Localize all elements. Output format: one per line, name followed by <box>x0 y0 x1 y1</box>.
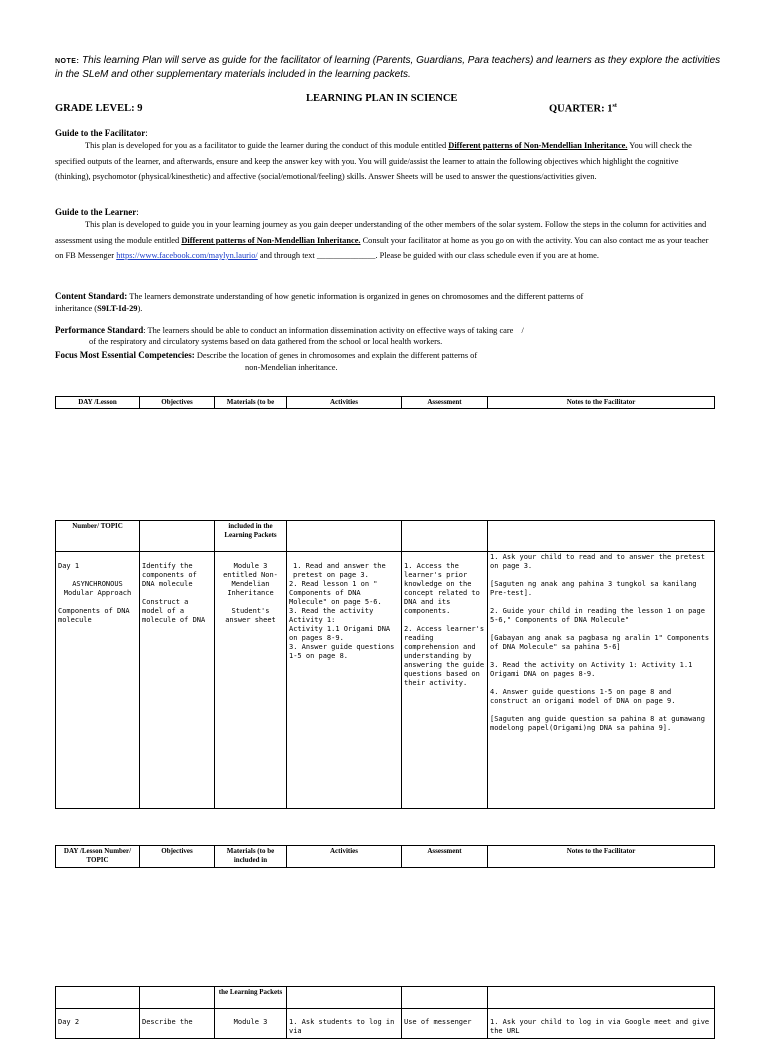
col3-empty-0 <box>56 987 140 1009</box>
guide-facilitator-section <box>55 128 715 185</box>
col-empty-3 <box>287 521 402 552</box>
day2-activities-cell: 1. Ask students to log in via <box>287 1009 402 1039</box>
focus-label: Focus Most Essential Competencies: <box>55 350 195 360</box>
col-number-topic: Number/ TOPIC <box>56 521 140 552</box>
facebook-link[interactable]: https://www.facebook.com/maylyn.laurio/ <box>116 251 258 260</box>
col-empty-4 <box>402 521 488 552</box>
col-objectives: Objectives <box>140 397 215 409</box>
performance-standard: Performance Standard: The learners should be able to conduct an information dissemination activity on effective ways of taking care / of the respiratory and circulatory systems based on data gathered from the school or local health workers. <box>55 325 524 346</box>
day2-materials-cell: Module 3 <box>215 1009 287 1039</box>
col2-day-lesson: DAY /Lesson Number/ TOPIC <box>56 846 140 868</box>
competency-code: S9LT-Id-29 <box>97 304 138 313</box>
page-title: LEARNING PLAN IN SCIENCE <box>306 93 458 104</box>
col-empty-1 <box>140 521 215 552</box>
guide-facilitator-title: Guide to the Facilitator: <box>55 128 148 138</box>
col-activities: Activities <box>287 397 402 409</box>
day1-activities-cell: 1. Read and answer the pretest on page 3. 2. Read lesson 1 on " Components of DNA Molecule" on page 5-6. 3. Read the activity Activity 1: Activity 1.1 Origami DNA on pages 8-9. 3. Answer guide questions 1-5 on page 8. <box>287 552 402 809</box>
focus-competencies: Focus Most Essential Competencies: Describe the location of genes in chromosomes and explain the different patterns of non-Mendelian inheritance. <box>55 350 478 372</box>
col3-empty-4 <box>402 987 488 1009</box>
day1-assessment-cell: 1. Access the learner's prior knowledge on the concept related to DNA and its components. 2. Access learner's reading comprehension and understanding by answering the guide questions based on their activity. <box>402 552 488 809</box>
col-assessment: Assessment <box>402 397 488 409</box>
col3-empty-5 <box>488 987 715 1009</box>
module-title: Different patterns of Non-Mendellian Inheritance. <box>448 141 628 150</box>
quarter-text: QUARTER: 1 <box>549 103 613 115</box>
learning-plan-table-day1 <box>55 520 715 809</box>
learning-plan-table-header-1 <box>55 396 715 409</box>
guide-learner-text: This plan is developed to guide you in your learning journey as you gain deeper understanding of the other members of the solar system. Follow the steps in the column for activities and assessment using the module entitled Different patterns of Non-Mendellian Inheritance. Consult your facilitator at home as you go on with the activity. You can also contact me as your teacher on FB Messenger https://www.facebook.com/maylyn.laurio/ and through text ______________. Please be guided with our class schedule even if you are at home. <box>55 220 709 260</box>
learning-plan-table-header-2 <box>55 845 715 868</box>
grade-level: GRADE LEVEL: 9 <box>55 103 143 114</box>
col3-empty-1 <box>140 987 215 1009</box>
content-standard-label: Content Standard: <box>55 291 128 301</box>
day1-objectives-cell: Identify the components of DNA molecule Construct a model of a molecule of DNA <box>140 552 215 809</box>
col2-materials: Materials (to be included in <box>215 846 287 868</box>
note-paragraph <box>55 54 723 81</box>
guide-facilitator-text: This plan is developed for you as a facilitator to guide the learner during the conduct of this module entitled Different patterns of Non-Mendellian Inheritance. You will check the specified outputs of the learner, and afterwards, ensure and keep the answer key with you. You will guide/assist the learner to attain the following objectives which highlight the cognitive (thinking), psychomotor (physical/kinesthetic) and affective (social/emotional/feeling) skills. Answer Sheets will be used to answer the questions/activities given. <box>55 141 692 181</box>
col-materials: Materials (to be <box>215 397 287 409</box>
col2-activities: Activities <box>287 846 402 868</box>
day2-notes-cell: 1. Ask your child to log in via Google meet and give the URL <box>488 1009 715 1039</box>
col-empty-5 <box>488 521 715 552</box>
col3-materials-cont: the Learning Packets <box>215 987 287 1009</box>
col-day-lesson: DAY /Lesson <box>56 397 140 409</box>
day1-lesson-cell: Day 1 ASYNCHRONOUS Modular Approach Components of DNA molecule <box>56 552 140 809</box>
col2-objectives: Objectives <box>140 846 215 868</box>
col3-empty-3 <box>287 987 402 1009</box>
day2-objectives-cell: Describe the <box>140 1009 215 1039</box>
module-title-2: Different patterns of Non-Mendellian Inheritance. <box>181 235 361 245</box>
col2-assessment: Assessment <box>402 846 488 868</box>
note-label: NOTE: <box>55 58 80 65</box>
note-text: This learning Plan will serve as guide for the facilitator of learning (Parents, Guardians, Para teachers) and learners as they explore the activities in the SLeM and other supplementary materials included in the learning packets. <box>55 55 721 80</box>
day2-lesson-cell: Day 2 <box>56 1009 140 1039</box>
quarter-sup: st <box>612 103 617 109</box>
performance-standard-label: Performance Standard <box>55 325 144 335</box>
day1-notes-cell: 1. Ask your child to read and to answer the pretest on page 3. [Saguten ng anak ang pahina 3 tungkol sa kanilang Pre-test]. 2. Guide your child in reading the lesson 1 on page 5-6," Components of DNA Molecule" [Gabayan ang anak sa pagbasa ng aralin 1" Components of DNA Molecule" sa pahina 5-6] 3. Read the activity on Activity 1: Activity 1.1 Origami DNA on pages 8-9. 4. Answer guide questions 1-5 on page 8 and construct an origami model of DNA on page 9. [Saguten ang guide question sa pahina 8 at gumawang modelong papel(Origami)ng DNA sa pahina 9]. <box>488 552 715 809</box>
day1-materials-cell: Module 3 entitled Non-Mendelian Inheritance Student's answer sheet <box>215 552 287 809</box>
learning-plan-table-day2 <box>55 986 715 1039</box>
guide-learner-section <box>55 207 715 264</box>
col-notes: Notes to the Facilitator <box>488 397 715 409</box>
col2-notes: Notes to the Facilitator <box>488 846 715 868</box>
quarter <box>549 103 617 115</box>
guide-learner-title: Guide to the Learner: <box>55 207 139 217</box>
col-materials-cont: included in the Learning Packets <box>215 521 287 552</box>
day2-assessment-cell: Use of messenger <box>402 1009 488 1039</box>
content-standard: Content Standard: The learners demonstrate understanding of how genetic information is organized in genes on chromosomes and the different patterns of inheritance (S9LT-Id-29). <box>55 291 584 313</box>
